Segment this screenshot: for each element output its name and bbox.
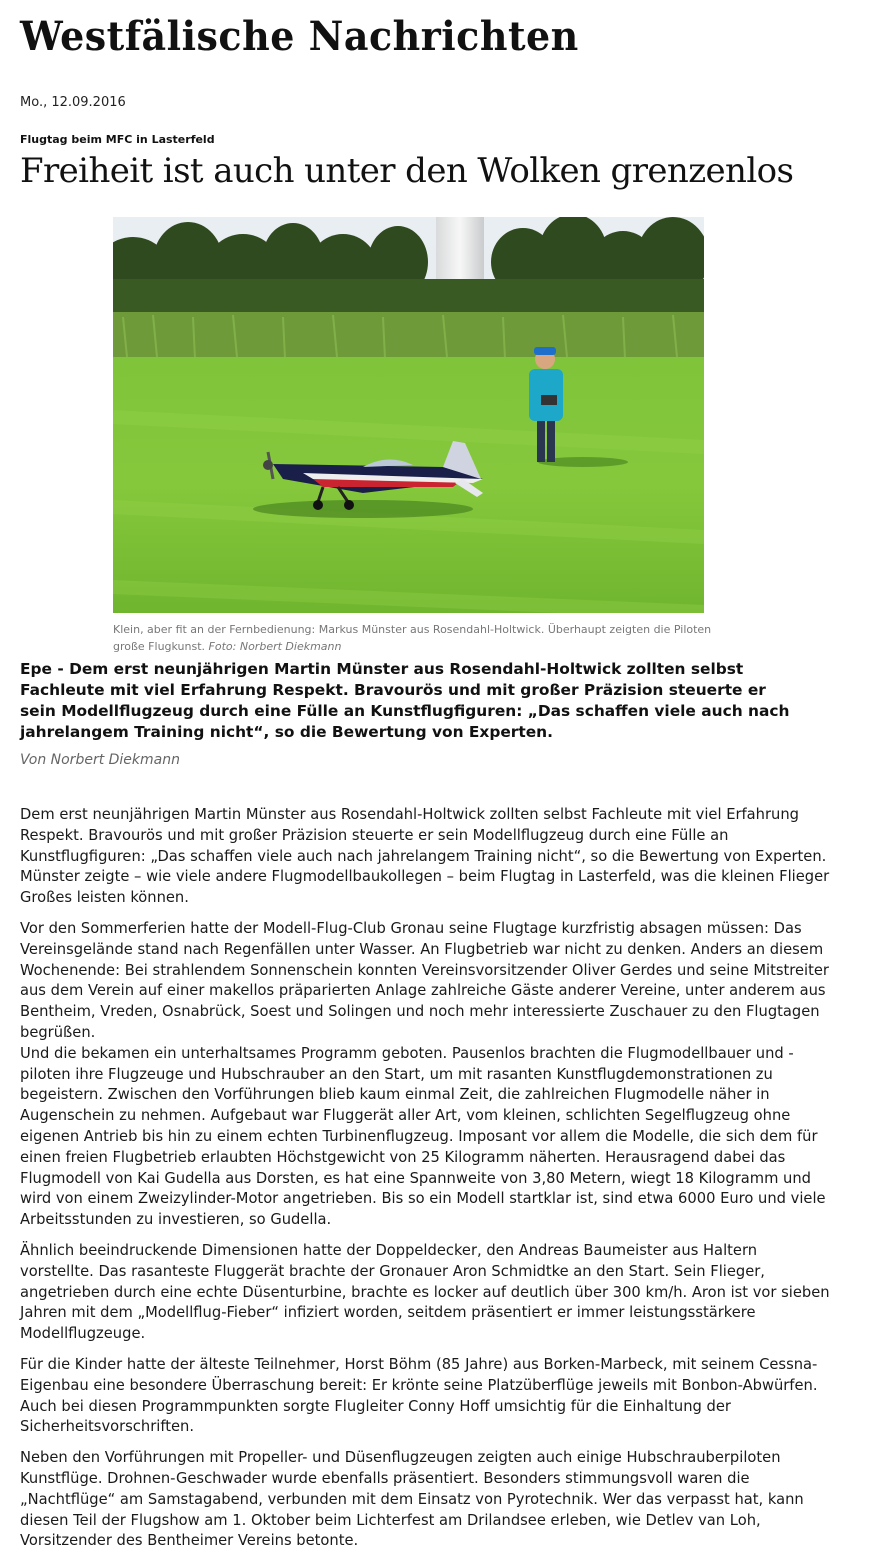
article-photo bbox=[113, 217, 704, 613]
newspaper-masthead: Westfälische Nachrichten bbox=[20, 12, 579, 60]
body-paragraph: Neben den Vorführungen mit Propeller- und Düsenflugzeugen zeigten auch einige Hubschrauberpiloten Kunstflüge. Drohnen-Geschwader wurde ebenfalls präsentiert. Besonders stimmungsvoll waren die „Nachtflüge“ am Samstagabend, verbunden mit dem Einsatz von Pyrotechnik. Wer das verpasst hat, kann diesen Teil der Flugshow am 1. Oktober beim Lichterfest am Drilandsee erleben, wie Detlev van Loh, Vorsitzender des Bentheimer Vereins betonte. bbox=[20, 1449, 804, 1550]
body-paragraph: Für die Kinder hatte der älteste Teilnehmer, Horst Böhm (85 Jahre) aus Borken-Marbeck, mit seinem Cessna-Eigenbau eine besondere Überraschung bereit: Er krönte seine Platzüberflüge jeweils mit Bonbon-Abwürfen. Auch bei diesen Programmpunkten sorgte Flugleiter Conny Hoff umsichtig für die Einhaltung der Sicherheitsvorschriften. bbox=[20, 1355, 818, 1436]
article-kicker: Flugtag beim MFC in Lasterfeld bbox=[20, 133, 215, 146]
body-paragraph: Ähnlich beeindruckende Dimensionen hatte der Doppeldecker, den Andreas Baumeister aus Haltern vorstellte. Das rasanteste Fluggerät brachte der Gronauer Aron Schmidtke an den Start. Sein Flieger, angetrieben durch eine echte Düsenturbine, brachte es locker auf deutlich über 300 km/h. Aron ist vor sieben Jahren mit dem „Modellflug-Fieber“ infiziert worden, seitdem präsentiert er immer leistungsstärkere Modellflugzeuge. bbox=[20, 1241, 830, 1343]
body-paragraph: Und die bekamen ein unterhaltsames Programm geboten. Pausenlos brachten die Flugmodellbauer und -piloten ihre Flugzeuge und Hubschrauber an den Start, um mit rasanten Kunstflugdemonstrationen zu begeistern. Zwischen den Vorführungen blieb kaum einmal Zeit, die zahlreichen Flugmodelle näher in Augenschein zu nehmen. Aufgebaut war Fluggerät aller Art, vom kleinen, schlichten Segelflugzeug ohne eigenen Antrieb bis hin zu einem echten Turbinenflugzeug. Imposant vor allem die Modelle, die sich dem für einen freien Flugbetrieb erlaubten Höchstgewicht von 25 Kilogramm näherten. Herausragend dabei das Flugmodell von Kai Gudella aus Dorsten, es hat eine Spannweite von 3,80 Metern, wiegt 18 Kilogramm und wird von einem Zweizylinder-Motor angetrieben. Bis so ein Modell startklar ist, sind etwa 6000 Euro und viele Arbeitsstunden zu investieren, so Gudella. bbox=[20, 1044, 826, 1229]
caption-text: Klein, aber fit an der Fernbedienung: Markus Münster aus Rosendahl-Holtwick. Überhaupt zeigten die Piloten große Flugkunst. bbox=[113, 623, 712, 653]
article-date: Mo., 12.09.2016 bbox=[20, 95, 126, 110]
article-headline: Freiheit ist auch unter den Wolken grenzenlos bbox=[20, 151, 794, 191]
photo-credit: Foto: Norbert Diekmann bbox=[208, 640, 342, 653]
body-paragraph: Dem erst neunjährigen Martin Münster aus Rosendahl-Holtwick zollten selbst Fachleute mit viel Erfahrung Respekt. Bravourös und mit großer Präzision steuerte er sein Modellflugzeug durch eine Fülle an Kunstflugfiguren: „Das schaffen viele auch nach jahrelangem Training nicht“, so die Bewertung von Experten. Münster zeigte – wie viele andere Flugmodellbaukollegen – beim Flugtag in Lasterfeld, was die kleinen Flieger Großes leisten können. bbox=[20, 806, 830, 907]
article-body bbox=[20, 805, 830, 1562]
photo-caption bbox=[113, 621, 713, 655]
article-lead: Epe - Dem erst neunjährigen Martin Münster aus Rosendahl-Holtwick zollten selbst Fachleute mit viel Erfahrung Respekt. Bravourös und mit großer Präzision steuerte er sein Modellflugzeug durch eine Fülle an Kunstflugfiguren: „Das schaffen viele auch nach jahrelangem Training nicht“, so die Bewertung von Experten. bbox=[20, 660, 790, 741]
body-paragraph: Vor den Sommerferien hatte der Modell-Flug-Club Gronau seine Flugtage kurzfristig absagen müssen: Das Vereinsgelände stand nach Regenfällen unter Wasser. An Flugbetrieb war nicht zu denken. Anders an diesem Wochenende: Bei strahlendem Sonnenschein konnten Vereinsvorsitzender Oliver Gerdes und seine Mitstreiter aus dem Verein auf einer makellos präparierten Anlage zahlreiche Gäste anderer Vereine, unter anderem aus Bentheim, Vreden, Osnabrück, Soest und Solingen und noch mehr interessierte Zuschauer zu den Flugtagen begrüßen. bbox=[20, 919, 829, 1041]
article-author: Von Norbert Diekmann bbox=[20, 752, 180, 768]
